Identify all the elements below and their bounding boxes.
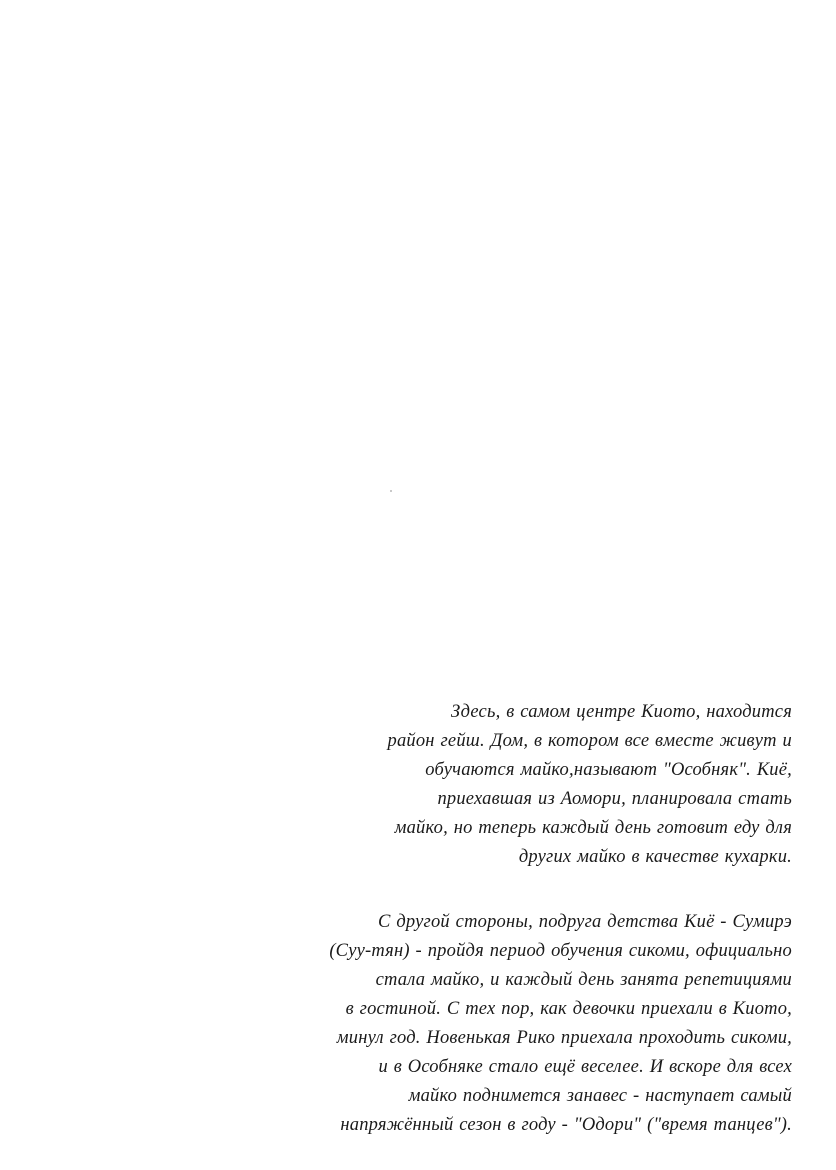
stray-dot-mark	[390, 490, 392, 492]
paragraph-line: напряжённый сезон в году - "Одори" ("время танцев").	[340, 1115, 792, 1135]
paragraph-line: Здесь, в самом центре Киото, находится	[450, 702, 792, 722]
paragraph-line: стала майко, и каждый день занята репетициями	[375, 970, 792, 990]
paragraph-line: обучаются майко,называют "Особняк". Киё,	[425, 760, 792, 780]
paragraph-line: майко, но теперь каждый день готовит еду для	[394, 818, 792, 838]
paragraph-line: других майко в качестве кухарки.	[518, 847, 792, 867]
paragraph-line: приехавшая из Аомори, планировала стать	[437, 789, 792, 809]
paragraph-line: район гейш. Дом, в котором все вместе живут и	[387, 731, 792, 751]
paragraph-line: С другой стороны, подруга детства Киё - Сумирэ	[377, 912, 792, 932]
paragraph-1	[262, 698, 792, 872]
paragraph-line: минул год. Новенькая Рико приехала проходить сикоми,	[336, 1028, 792, 1048]
paragraph-line: и в Особняке стало ещё веселее. И вскоре для всех	[378, 1057, 792, 1077]
paragraph-line: (Суу-тян) - пройдя период обучения сикоми, официально	[329, 941, 792, 961]
paragraph-2	[244, 908, 792, 1140]
paragraph-line: майко поднимется занавес - наступает самый	[408, 1086, 792, 1106]
paragraph-line: в гостиной. С тех пор, как девочки приехали в Киото,	[345, 999, 792, 1019]
